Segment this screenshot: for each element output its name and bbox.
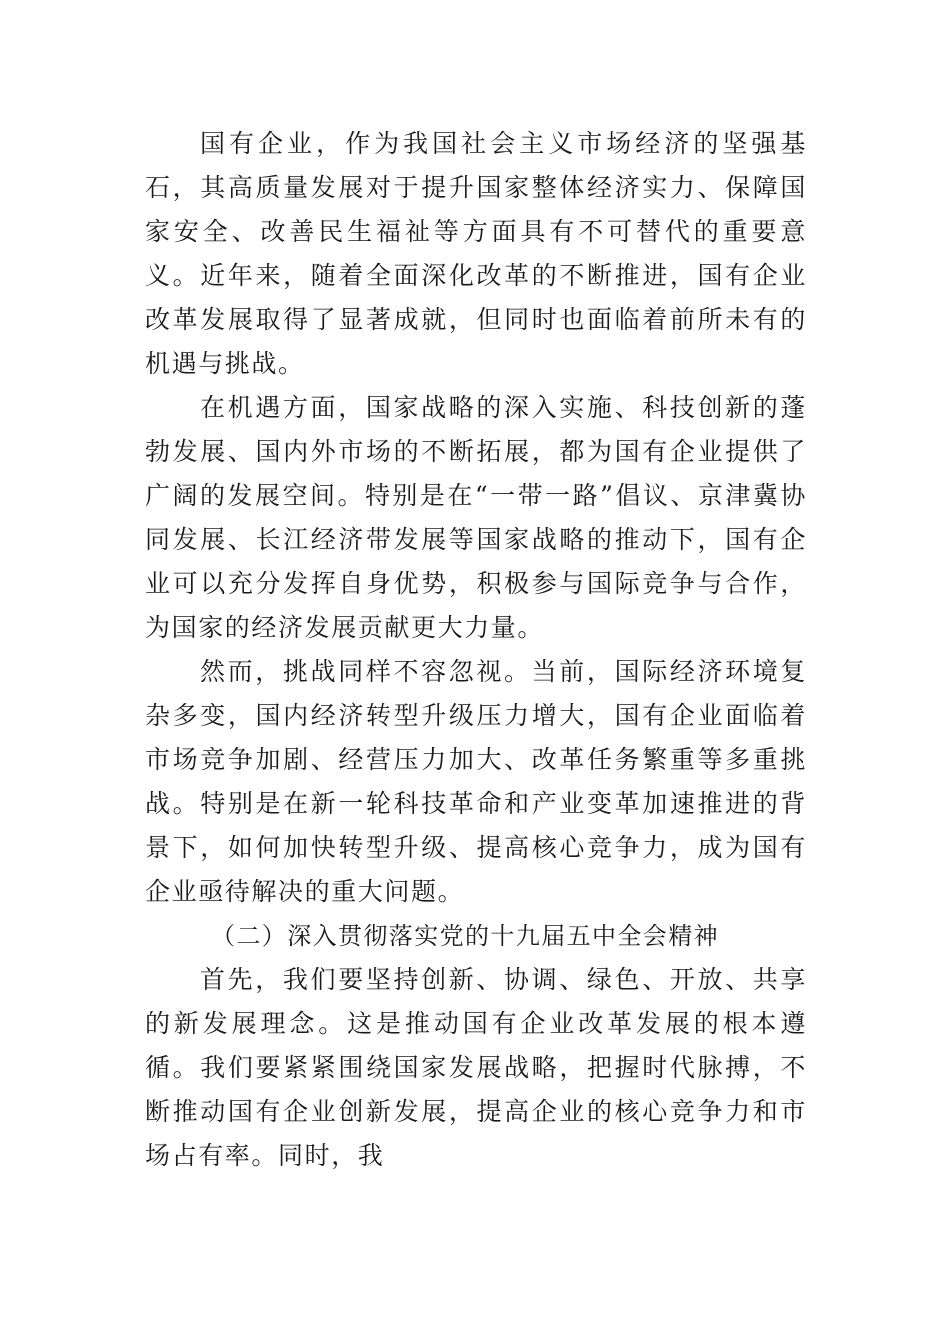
- document-body: [145, 122, 807, 1178]
- section-heading: （二）深入贯彻落实党的十九届五中全会精神: [211, 922, 719, 950]
- paragraph-new-development-concept: 首先，我们要坚持创新、协调、绿色、开放、共享的新发展理念。这是推动国有企业改革发展的根本遵循。我们要紧紧围绕国家发展战略，把握时代脉搏，不断推动国有企业创新发展，提高企业的核心竞争力和市场占有率。同时，我: [145, 965, 807, 1170]
- paragraph-challenges: 然而，挑战同样不容忽视。当前，国际经济环境复杂多变，国内经济转型升级压力增大，国有企业面临着市场竞争加剧、经营压力加大、改革任务繁重等多重挑战。特别是在新一轮科技革命和产业变革加速推进的背景下，如何加快转型升级、提高核心竞争力，成为国有企业亟待解决的重大问题。: [145, 657, 807, 906]
- paragraph-opportunities: 在机遇方面，国家战略的深入实施、科技创新的蓬勃发展、国内外市场的不断拓展，都为国有企业提供了广阔的发展空间。特别是在“一带一路”倡议、京津冀协同发展、长江经济带发展等国家战略的推动下，国有企业可以充分发挥自身优势，积极参与国际竞争与合作，为国家的经济发展贡献更大力量。: [145, 393, 807, 642]
- paragraph-soe-importance: 国有企业，作为我国社会主义市场经济的坚强基石，其高质量发展对于提升国家整体经济实力、保障国家安全、改善民生福祉等方面具有不可替代的重要意义。近年来，随着全面深化改革的不断推进，国有企业改革发展取得了显著成就，但同时也面临着前所未有的机遇与挑战。: [145, 129, 807, 378]
